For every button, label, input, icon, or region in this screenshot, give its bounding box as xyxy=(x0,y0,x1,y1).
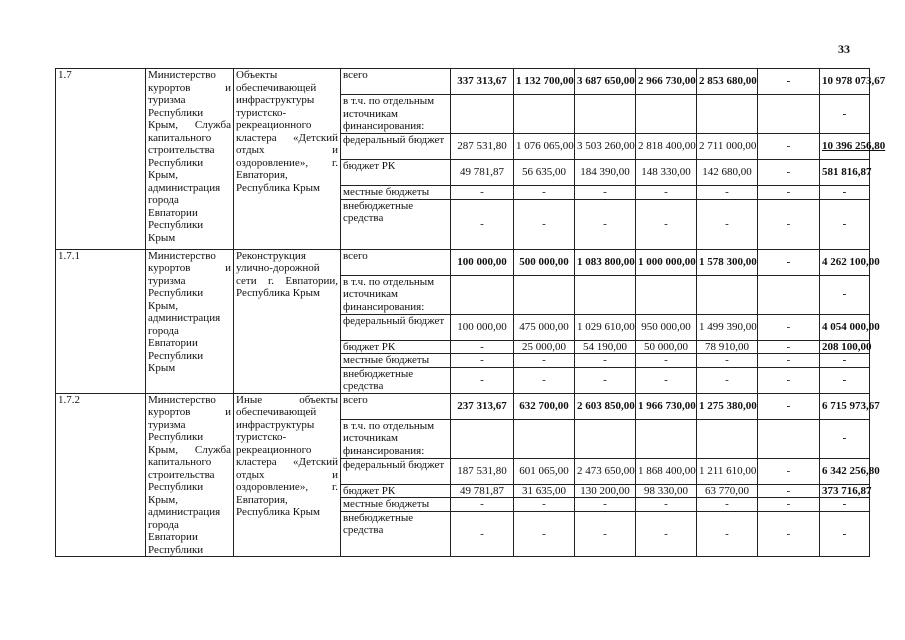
value-cell: 3 503 260,00 xyxy=(575,134,636,160)
value-cell: 54 190,00 xyxy=(575,340,636,354)
value-cell: 142 680,00 xyxy=(697,160,758,186)
value-cell: 4 262 100,00 xyxy=(820,249,870,275)
row-label: внебюджетные средства xyxy=(341,511,451,556)
value-cell: 3 687 650,00 xyxy=(575,69,636,95)
value-cell: - xyxy=(575,511,636,556)
value-cell: 1 076 065,00 xyxy=(514,134,575,160)
value-cell: 1 132 700,00 xyxy=(514,69,575,95)
value-cell: 500 000,00 xyxy=(514,249,575,275)
value-cell: - xyxy=(514,199,575,249)
value-cell: - xyxy=(697,354,758,368)
value-cell xyxy=(575,95,636,134)
value-cell: 130 200,00 xyxy=(575,484,636,498)
value-cell: - xyxy=(820,511,870,556)
value-cell xyxy=(575,419,636,458)
value-cell: - xyxy=(636,199,697,249)
value-cell: 1 000 000,00 xyxy=(636,249,697,275)
value-cell xyxy=(451,419,514,458)
value-cell: - xyxy=(636,186,697,200)
value-cell: - xyxy=(697,511,758,556)
row-label: федеральный бюджет xyxy=(341,458,451,484)
value-cell: 50 000,00 xyxy=(636,340,697,354)
value-cell xyxy=(636,275,697,314)
value-cell xyxy=(514,275,575,314)
row-label: внебюджетные средства xyxy=(341,367,451,393)
value-cell: - xyxy=(820,186,870,200)
value-cell xyxy=(451,95,514,134)
value-cell: - xyxy=(451,340,514,354)
value-cell: 337 313,67 xyxy=(451,69,514,95)
value-cell: 1 211 610,00 xyxy=(697,458,758,484)
value-cell: - xyxy=(820,367,870,393)
section-object: Реконструкция улично-дорожной сети г. Евпатории, Республика Крым xyxy=(234,249,341,393)
value-cell: 1 029 610,00 xyxy=(575,314,636,340)
value-cell xyxy=(636,419,697,458)
value-cell: - xyxy=(697,186,758,200)
row-label: местные бюджеты xyxy=(341,186,451,200)
section-executor: Министерство курортов и туризма Республики Крым, Служба капитального строительства Республики Крым, администрация города Евпатории Республики xyxy=(146,393,234,557)
value-cell: 1 275 380,00 xyxy=(697,393,758,419)
value-cell: 2 711 000,00 xyxy=(697,134,758,160)
value-cell xyxy=(575,275,636,314)
value-cell: 98 330,00 xyxy=(636,484,697,498)
row-label: внебюджетные средства xyxy=(341,199,451,249)
value-cell xyxy=(758,95,820,134)
value-cell: - xyxy=(758,134,820,160)
value-cell: - xyxy=(758,340,820,354)
row-label: местные бюджеты xyxy=(341,498,451,512)
value-cell: 100 000,00 xyxy=(451,249,514,275)
value-cell: 237 313,67 xyxy=(451,393,514,419)
table-row xyxy=(56,393,870,419)
value-cell: 2 853 680,00 xyxy=(697,69,758,95)
value-cell: - xyxy=(514,186,575,200)
value-cell: 4 054 000,00 xyxy=(820,314,870,340)
row-label: федеральный бюджет xyxy=(341,134,451,160)
row-label: в т.ч. по отдельным источникам финансирования: xyxy=(341,275,451,314)
row-label: бюджет РК xyxy=(341,160,451,186)
row-label: в т.ч. по отдельным источникам финансирования: xyxy=(341,95,451,134)
row-label: в т.ч. по отдельным источникам финансирования: xyxy=(341,419,451,458)
value-cell: 187 531,80 xyxy=(451,458,514,484)
value-cell: - xyxy=(575,354,636,368)
value-cell: 632 700,00 xyxy=(514,393,575,419)
value-cell: 100 000,00 xyxy=(451,314,514,340)
value-cell xyxy=(758,275,820,314)
value-cell: - xyxy=(758,160,820,186)
value-cell: - xyxy=(451,511,514,556)
value-cell: - xyxy=(451,186,514,200)
value-cell: 950 000,00 xyxy=(636,314,697,340)
value-cell: 2 473 650,00 xyxy=(575,458,636,484)
value-cell xyxy=(697,95,758,134)
value-cell: 1 966 730,00 xyxy=(636,393,697,419)
value-cell: 148 330,00 xyxy=(636,160,697,186)
value-cell: 581 816,87 xyxy=(820,160,870,186)
value-cell: 25 000,00 xyxy=(514,340,575,354)
value-cell: - xyxy=(636,498,697,512)
value-cell: - xyxy=(758,484,820,498)
value-cell: 208 100,00 xyxy=(820,340,870,354)
value-cell: 63 770,00 xyxy=(697,484,758,498)
row-label: всего xyxy=(341,249,451,275)
value-cell: - xyxy=(820,95,870,134)
value-cell: 287 531,80 xyxy=(451,134,514,160)
value-cell: 1 578 300,00 xyxy=(697,249,758,275)
table-row xyxy=(56,69,870,95)
value-cell: - xyxy=(636,367,697,393)
value-cell: - xyxy=(758,314,820,340)
value-cell: - xyxy=(820,419,870,458)
value-cell: - xyxy=(451,199,514,249)
value-cell: 49 781,87 xyxy=(451,484,514,498)
row-label: местные бюджеты xyxy=(341,354,451,368)
section-executor: Министерство курортов и туризма Республики Крым, администрация города Евпатории Республики Крым xyxy=(146,249,234,393)
value-cell: - xyxy=(820,199,870,249)
value-cell: - xyxy=(758,186,820,200)
section-code: 1.7 xyxy=(56,69,146,250)
value-cell: - xyxy=(451,498,514,512)
value-cell: 475 000,00 xyxy=(514,314,575,340)
value-cell xyxy=(514,95,575,134)
value-cell: - xyxy=(820,354,870,368)
value-cell: - xyxy=(636,511,697,556)
value-cell: 10 978 073,67 xyxy=(820,69,870,95)
value-cell xyxy=(758,419,820,458)
value-cell: - xyxy=(697,498,758,512)
value-cell: - xyxy=(636,354,697,368)
value-cell: - xyxy=(820,275,870,314)
value-cell: 49 781,87 xyxy=(451,160,514,186)
value-cell: - xyxy=(575,186,636,200)
value-cell: - xyxy=(758,199,820,249)
value-cell: - xyxy=(451,354,514,368)
value-cell: - xyxy=(758,393,820,419)
value-cell: 1 499 390,00 xyxy=(697,314,758,340)
value-cell: 78 910,00 xyxy=(697,340,758,354)
section-executor: Министерство курортов и туризма Республики Крым, Служба капитального строительства Республики Крым, администрация города Евпатории Республики Крым xyxy=(146,69,234,250)
value-cell: - xyxy=(758,249,820,275)
value-cell: 6 715 973,67 xyxy=(820,393,870,419)
value-cell xyxy=(697,275,758,314)
value-cell: 1 868 400,00 xyxy=(636,458,697,484)
value-cell xyxy=(451,275,514,314)
row-label: всего xyxy=(341,393,451,419)
value-cell: 2 966 730,00 xyxy=(636,69,697,95)
value-cell: - xyxy=(451,367,514,393)
value-cell: 31 635,00 xyxy=(514,484,575,498)
value-cell: 2 818 400,00 xyxy=(636,134,697,160)
row-label: всего xyxy=(341,69,451,95)
value-cell xyxy=(697,419,758,458)
value-cell xyxy=(514,419,575,458)
value-cell: - xyxy=(758,498,820,512)
value-cell: - xyxy=(758,69,820,95)
value-cell: - xyxy=(514,498,575,512)
value-cell: 10 396 256,80 xyxy=(820,134,870,160)
section-object: Объекты обеспечивающей инфраструктуры туристско-рекреационного кластера «Детский отдых и оздоровление», г. Евпатория, Республика Крым xyxy=(234,69,341,250)
row-label: федеральный бюджет xyxy=(341,314,451,340)
row-label: бюджет РК xyxy=(341,340,451,354)
section-object: Иные объекты обеспечивающей инфраструктуры туристско-рекреационного кластера «Детский отдых и оздоровление», г. Евпатория, Республика Крым xyxy=(234,393,341,557)
value-cell: 1 083 800,00 xyxy=(575,249,636,275)
value-cell: 373 716,87 xyxy=(820,484,870,498)
value-cell: - xyxy=(758,458,820,484)
value-cell: - xyxy=(697,199,758,249)
value-cell: 184 390,00 xyxy=(575,160,636,186)
value-cell: 601 065,00 xyxy=(514,458,575,484)
funding-table xyxy=(55,68,886,557)
value-cell xyxy=(636,95,697,134)
value-cell: 56 635,00 xyxy=(514,160,575,186)
value-cell: - xyxy=(820,498,870,512)
table-row xyxy=(56,249,870,275)
value-cell: - xyxy=(758,511,820,556)
value-cell: - xyxy=(758,354,820,368)
value-cell: - xyxy=(575,199,636,249)
section-code: 1.7.2 xyxy=(56,393,146,557)
value-cell: 6 342 256,80 xyxy=(820,458,870,484)
table-body xyxy=(56,69,886,557)
value-cell: - xyxy=(514,354,575,368)
value-cell: - xyxy=(758,367,820,393)
value-cell: - xyxy=(575,498,636,512)
value-cell: - xyxy=(514,367,575,393)
value-cell: - xyxy=(697,367,758,393)
value-cell: 2 603 850,00 xyxy=(575,393,636,419)
value-cell: - xyxy=(575,367,636,393)
value-cell: - xyxy=(514,511,575,556)
page-number: 33 xyxy=(838,42,850,56)
section-code: 1.7.1 xyxy=(56,249,146,393)
row-label: бюджет РК xyxy=(341,484,451,498)
